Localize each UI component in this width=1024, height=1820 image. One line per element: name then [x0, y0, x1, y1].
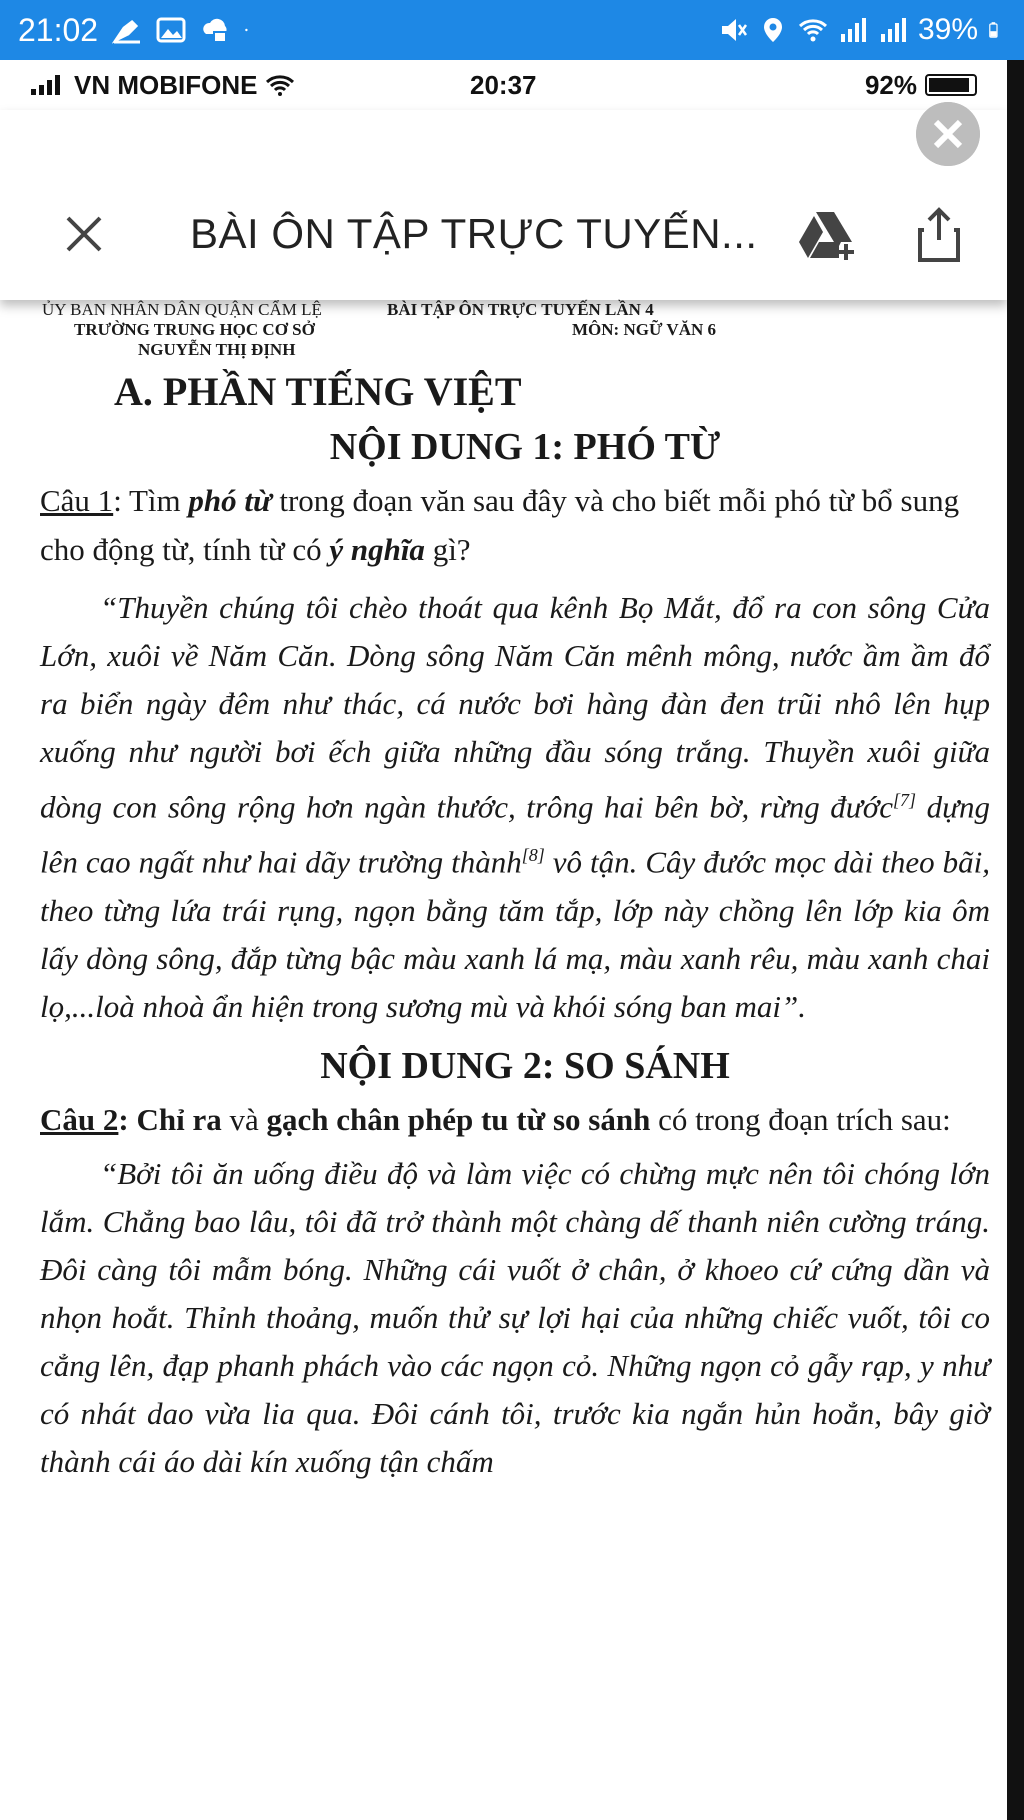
- header-subject: MÔN: NGỮ VĂN 6: [572, 320, 717, 339]
- section-title: A. PHẦN TIẾNG VIỆT: [114, 369, 522, 414]
- header-school: TRƯỜNG TRUNG HỌC CƠ SỞ: [74, 320, 315, 339]
- cleaner-icon: [112, 16, 142, 44]
- android-status-bar: [0, 0, 1024, 60]
- question-2-label: Câu 2: [40, 1101, 119, 1137]
- header-authority: ỦY BAN NHÂN DÂN QUẬN CẨM LỆ: [42, 300, 322, 319]
- ios-status-bar: [0, 60, 1007, 110]
- question-2: Câu 2: Chỉ ra và gạch chân phép tu từ so sánh có trong đoạn trích sau:: [40, 1101, 951, 1137]
- ios-battery-percent: 92%: [864, 69, 917, 100]
- passage-1: “Thuyền chúng tôi chèo thoát qua kênh Bọ Mắt, đổ ra con sông Cửa Lớn, xuôi về Năm Căn. Dòng sông Năm Căn mênh mông, nước ầm ầm đổ ra biển ngày đêm như thác, cá nước bơi hàng đàn đen trũi nhô lên hụp xuống như người bơi ếch giữa những đầu sóng trắng. Thuyền xuôi giữa dòng con sông rộng hơn ngàn thước, trông hai bên bờ, rừng đước[7] dựng lên cao ngất như hai dãy trường thành[8] vô tận. Cây đước mọc dài theo bãi, theo từng lứa trái rụng, ngọn bằng tăm tắp, lớp này chồng lên lớp kia ôm lấy dòng sông, đắp từng bậc màu xanh lá mạ, màu xanh rêu, màu xanh chai lọ,...loà nhoà ẩn hiện trong sương mù và khói sóng ban mai”.: [40, 590, 991, 1024]
- passage-2: “Bởi tôi ăn uống điều độ và làm việc có chừng mực nên tôi chóng lớn lắm. Chẳng bao lâu, tôi đã trở thành một chàng dế thanh niên cường tráng. Đôi càng tôi mẫm bóng. Những cái vuốt ở chân, ở khoeo cứ cứng dần và nhọn hoắt. Thỉnh thoảng, muốn thử sự lợi hại của những chiếc vuốt, tôi co cẳng lên, đạp phanh phách vào các ngọn cỏ. Những ngọn cỏ gẫy rạp, y như có nhát dao vừa lia qua. Đôi cánh tôi, trước kia ngắn hủn hoẳn, bây giờ thành cái áo dài kín xuống tận chấm: [40, 1155, 990, 1479]
- wifi-icon-ios: [265, 74, 295, 96]
- document-body: [40, 300, 990, 1486]
- content1-title: NỘI DUNG 1: PHÓ TỪ: [329, 426, 721, 468]
- viewer-header: [0, 110, 1007, 300]
- status-time: 21:02: [18, 11, 99, 48]
- footnote-8: [8]: [521, 845, 545, 866]
- content2-title: NỘI DUNG 2: SO SÁNH: [320, 1044, 730, 1087]
- mute-icon: [718, 16, 748, 44]
- battery-percent: 39%: [917, 13, 978, 46]
- close-viewer-icon[interactable]: [58, 208, 110, 260]
- signal-icon: [838, 16, 868, 44]
- question-1-label: Câu 1: [40, 483, 114, 518]
- battery-icon: [988, 16, 1006, 44]
- document-title: BÀI ÔN TẬP TRỰC TUYẾN...: [190, 210, 758, 257]
- overlay-close-icon[interactable]: [916, 102, 980, 166]
- carrier-name: VN MOBIFONE: [74, 69, 258, 100]
- share-icon[interactable]: [916, 206, 962, 264]
- cloud-lock-icon: [200, 16, 230, 44]
- dot-icon: [244, 16, 256, 44]
- ios-battery-icon: [925, 74, 977, 96]
- header-school-name: NGUYỄN THỊ ĐỊNH: [138, 340, 296, 359]
- question-1: Câu 1: Tìm phó từ trong đoạn văn sau đây và cho biết mỗi phó từ bổ sung cho động từ, tính từ có ý nghĩa gì?: [40, 483, 960, 567]
- footnote-7: [7]: [893, 790, 917, 810]
- location-icon: [758, 16, 788, 44]
- document-screenshot: [0, 60, 1007, 1820]
- add-to-drive-icon[interactable]: [798, 208, 858, 262]
- cell-signal-icon: [30, 74, 66, 96]
- wifi-icon: [798, 16, 828, 44]
- ios-clock: 20:37: [470, 69, 537, 100]
- gallery-icon: [156, 16, 186, 44]
- header-exercise: BÀI TẬP ÔN TRỰC TUYẾN LẦN 4: [387, 300, 654, 319]
- signal-icon-2: [878, 16, 908, 44]
